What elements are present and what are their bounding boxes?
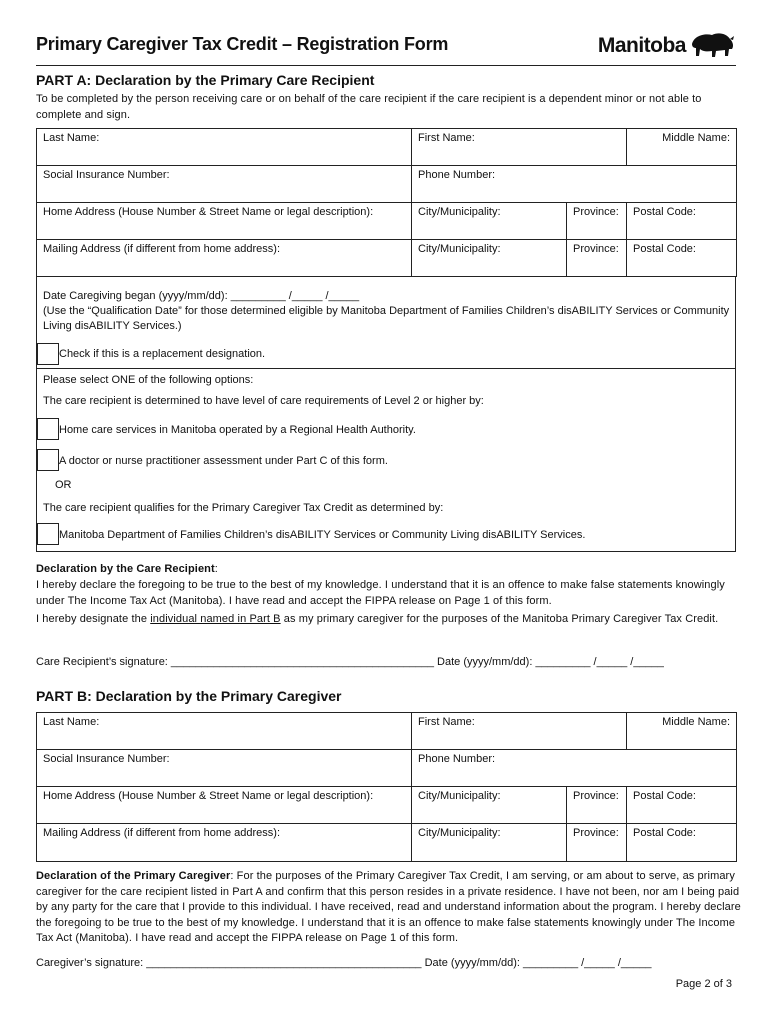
families-checkbox[interactable] <box>37 523 59 545</box>
part-b-sin-field[interactable]: Social Insurance Number: <box>37 750 412 787</box>
designate-pre: I hereby designate the <box>36 613 151 625</box>
part-a-postal2-field[interactable]: Postal Code: <box>627 240 737 277</box>
part-a-middle-name-field[interactable]: Middle Name: <box>627 129 737 166</box>
qualifies-intro: The care recipient qualifies for the Primary Caregiver Tax Credit as determined by: <box>43 502 444 514</box>
families-label: Manitoba Department of Families Children’s disABILITY Services or Community Living disABILITY Services. <box>59 529 586 541</box>
part-a-intro: To be completed by the person receiving care or on behalf of the care recipient if the care recipient is a dependent minor or not able to complete and sign. <box>36 93 702 121</box>
recipient-declaration-heading: Declaration by the Care Recipient <box>36 563 215 575</box>
page-number: Page 2 of 3 <box>675 978 732 990</box>
part-b-city2-field[interactable]: City/Municipality: <box>412 824 567 862</box>
part-b-postal-field[interactable]: Postal Code: <box>627 787 737 824</box>
header-rule <box>36 65 736 66</box>
part-b-title: PART B: Declaration by the Primary Caregiver <box>36 688 342 704</box>
part-b-province2-field[interactable]: Province: <box>567 824 627 862</box>
qualification-note: (Use the “Qualification Date” for those determined eligible by Manitoba Department of Families Children’s disABILITY Services or Community Living disABILITY Services.) <box>43 305 730 332</box>
part-a-last-name-field[interactable]: Last Name: <box>37 129 412 166</box>
part-b-phone-field[interactable]: Phone Number: <box>412 750 737 787</box>
doctor-label: A doctor or nurse practitioner assessment under Part C of this form. <box>59 455 388 467</box>
part-a-sin-field[interactable]: Social Insurance Number: <box>37 166 412 203</box>
caregiver-declaration-heading: Declaration of the Primary Caregiver <box>36 870 231 882</box>
part-a-mailing-address-field[interactable]: Mailing Address (if different from home address): <box>37 240 412 277</box>
replacement-label: Check if this is a replacement designation. <box>59 348 266 360</box>
part-a-phone-field[interactable]: Phone Number: <box>412 166 737 203</box>
home-care-label: Home care services in Manitoba operated by a Regional Health Authority. <box>59 424 416 436</box>
home-care-checkbox[interactable] <box>37 418 59 440</box>
date-began-field[interactable]: Date Caregiving began (yyyy/mm/dd): _________ /_____ /_____ <box>43 290 360 302</box>
options-divider <box>37 368 735 369</box>
part-b-mailing-address-field[interactable]: Mailing Address (if different from home address): <box>37 824 412 862</box>
part-a-first-name-field[interactable]: First Name: <box>412 129 627 166</box>
designate-link: individual named in Part B <box>150 613 281 625</box>
part-b-home-address-field[interactable]: Home Address (House Number & Street Name or legal description): <box>37 787 412 824</box>
part-a-province-field[interactable]: Province: <box>567 203 627 240</box>
designate-post: as my primary caregiver for the purposes of the Manitoba Primary Caregiver Tax Credit. <box>280 613 719 625</box>
or-label: OR <box>55 479 72 491</box>
part-a-home-address-field[interactable]: Home Address (House Number & Street Name or legal description): <box>37 203 412 240</box>
replacement-checkbox[interactable] <box>37 343 59 365</box>
part-a-province2-field[interactable]: Province: <box>567 240 627 277</box>
logo-text: Manitoba <box>597 34 686 57</box>
manitoba-logo <box>598 30 736 62</box>
select-one-label: Please select ONE of the following options: <box>43 374 254 386</box>
level2-intro: The care recipient is determined to have level of care requirements of Level 2 or higher by: <box>43 395 484 407</box>
recipient-declaration-heading-line <box>36 562 742 578</box>
designate-text <box>36 612 742 628</box>
part-a-city2-field[interactable]: City/Municipality: <box>412 240 567 277</box>
part-b-postal2-field[interactable]: Postal Code: <box>627 824 737 862</box>
doctor-checkbox[interactable] <box>37 449 59 471</box>
part-a-city-field[interactable]: City/Municipality: <box>412 203 567 240</box>
caregiver-declaration-text: : For the purposes of the Primary Caregiver Tax Credit, I am serving, or am about to serve, as primary caregiver for the care recipient listed in Part A and confirm that this person resides in a private residence. I have not been, nor am I being paid by any party for the care that I provide to this individual. I have received, read and understand information about the program. I hereby declare the foregoing to be true to the best of my knowledge. I understand that it is an offence to make false statements knowingly under The Income Tax Act (Manitoba). I have read and accept the FIPPA release on Page 1 of this form. <box>36 870 741 944</box>
part-b-last-name-field[interactable]: Last Name: <box>37 713 412 750</box>
part-b-info-table <box>36 712 737 862</box>
recipient-signature-line[interactable]: Care Recipient’s signature: ___________________________________________ Date (yyyy/mm/dd): _________ /_____ /_____ <box>36 656 664 668</box>
recipient-declaration-colon: : <box>214 563 218 575</box>
part-a-info-table <box>36 128 737 277</box>
caregiver-declaration <box>36 869 742 947</box>
form-header <box>36 30 736 64</box>
part-a-qualification-box <box>36 276 736 552</box>
caregiver-signature-line[interactable]: Caregiver’s signature: _____________________________________________ Date (yyyy/mm/dd): _________ /_____ /_____ <box>36 957 652 969</box>
part-a-postal-field[interactable]: Postal Code: <box>627 203 737 240</box>
recipient-declaration-text: I hereby declare the foregoing to be true to the best of my knowledge. I understand that it is an offence to make false statements knowingly under The Income Tax Act (Manitoba). I have read and accept the FIPPA release on Page 1 of this form. <box>36 579 725 607</box>
part-a-title: PART A: Declaration by the Primary Care Recipient <box>36 72 375 88</box>
part-b-first-name-field[interactable]: First Name: <box>412 713 627 750</box>
part-b-province-field[interactable]: Province: <box>567 787 627 824</box>
part-b-middle-name-field[interactable]: Middle Name: <box>627 713 737 750</box>
bison-icon <box>688 30 736 62</box>
form-title: Primary Caregiver Tax Credit – Registration Form <box>36 34 449 54</box>
part-b-city-field[interactable]: City/Municipality: <box>412 787 567 824</box>
